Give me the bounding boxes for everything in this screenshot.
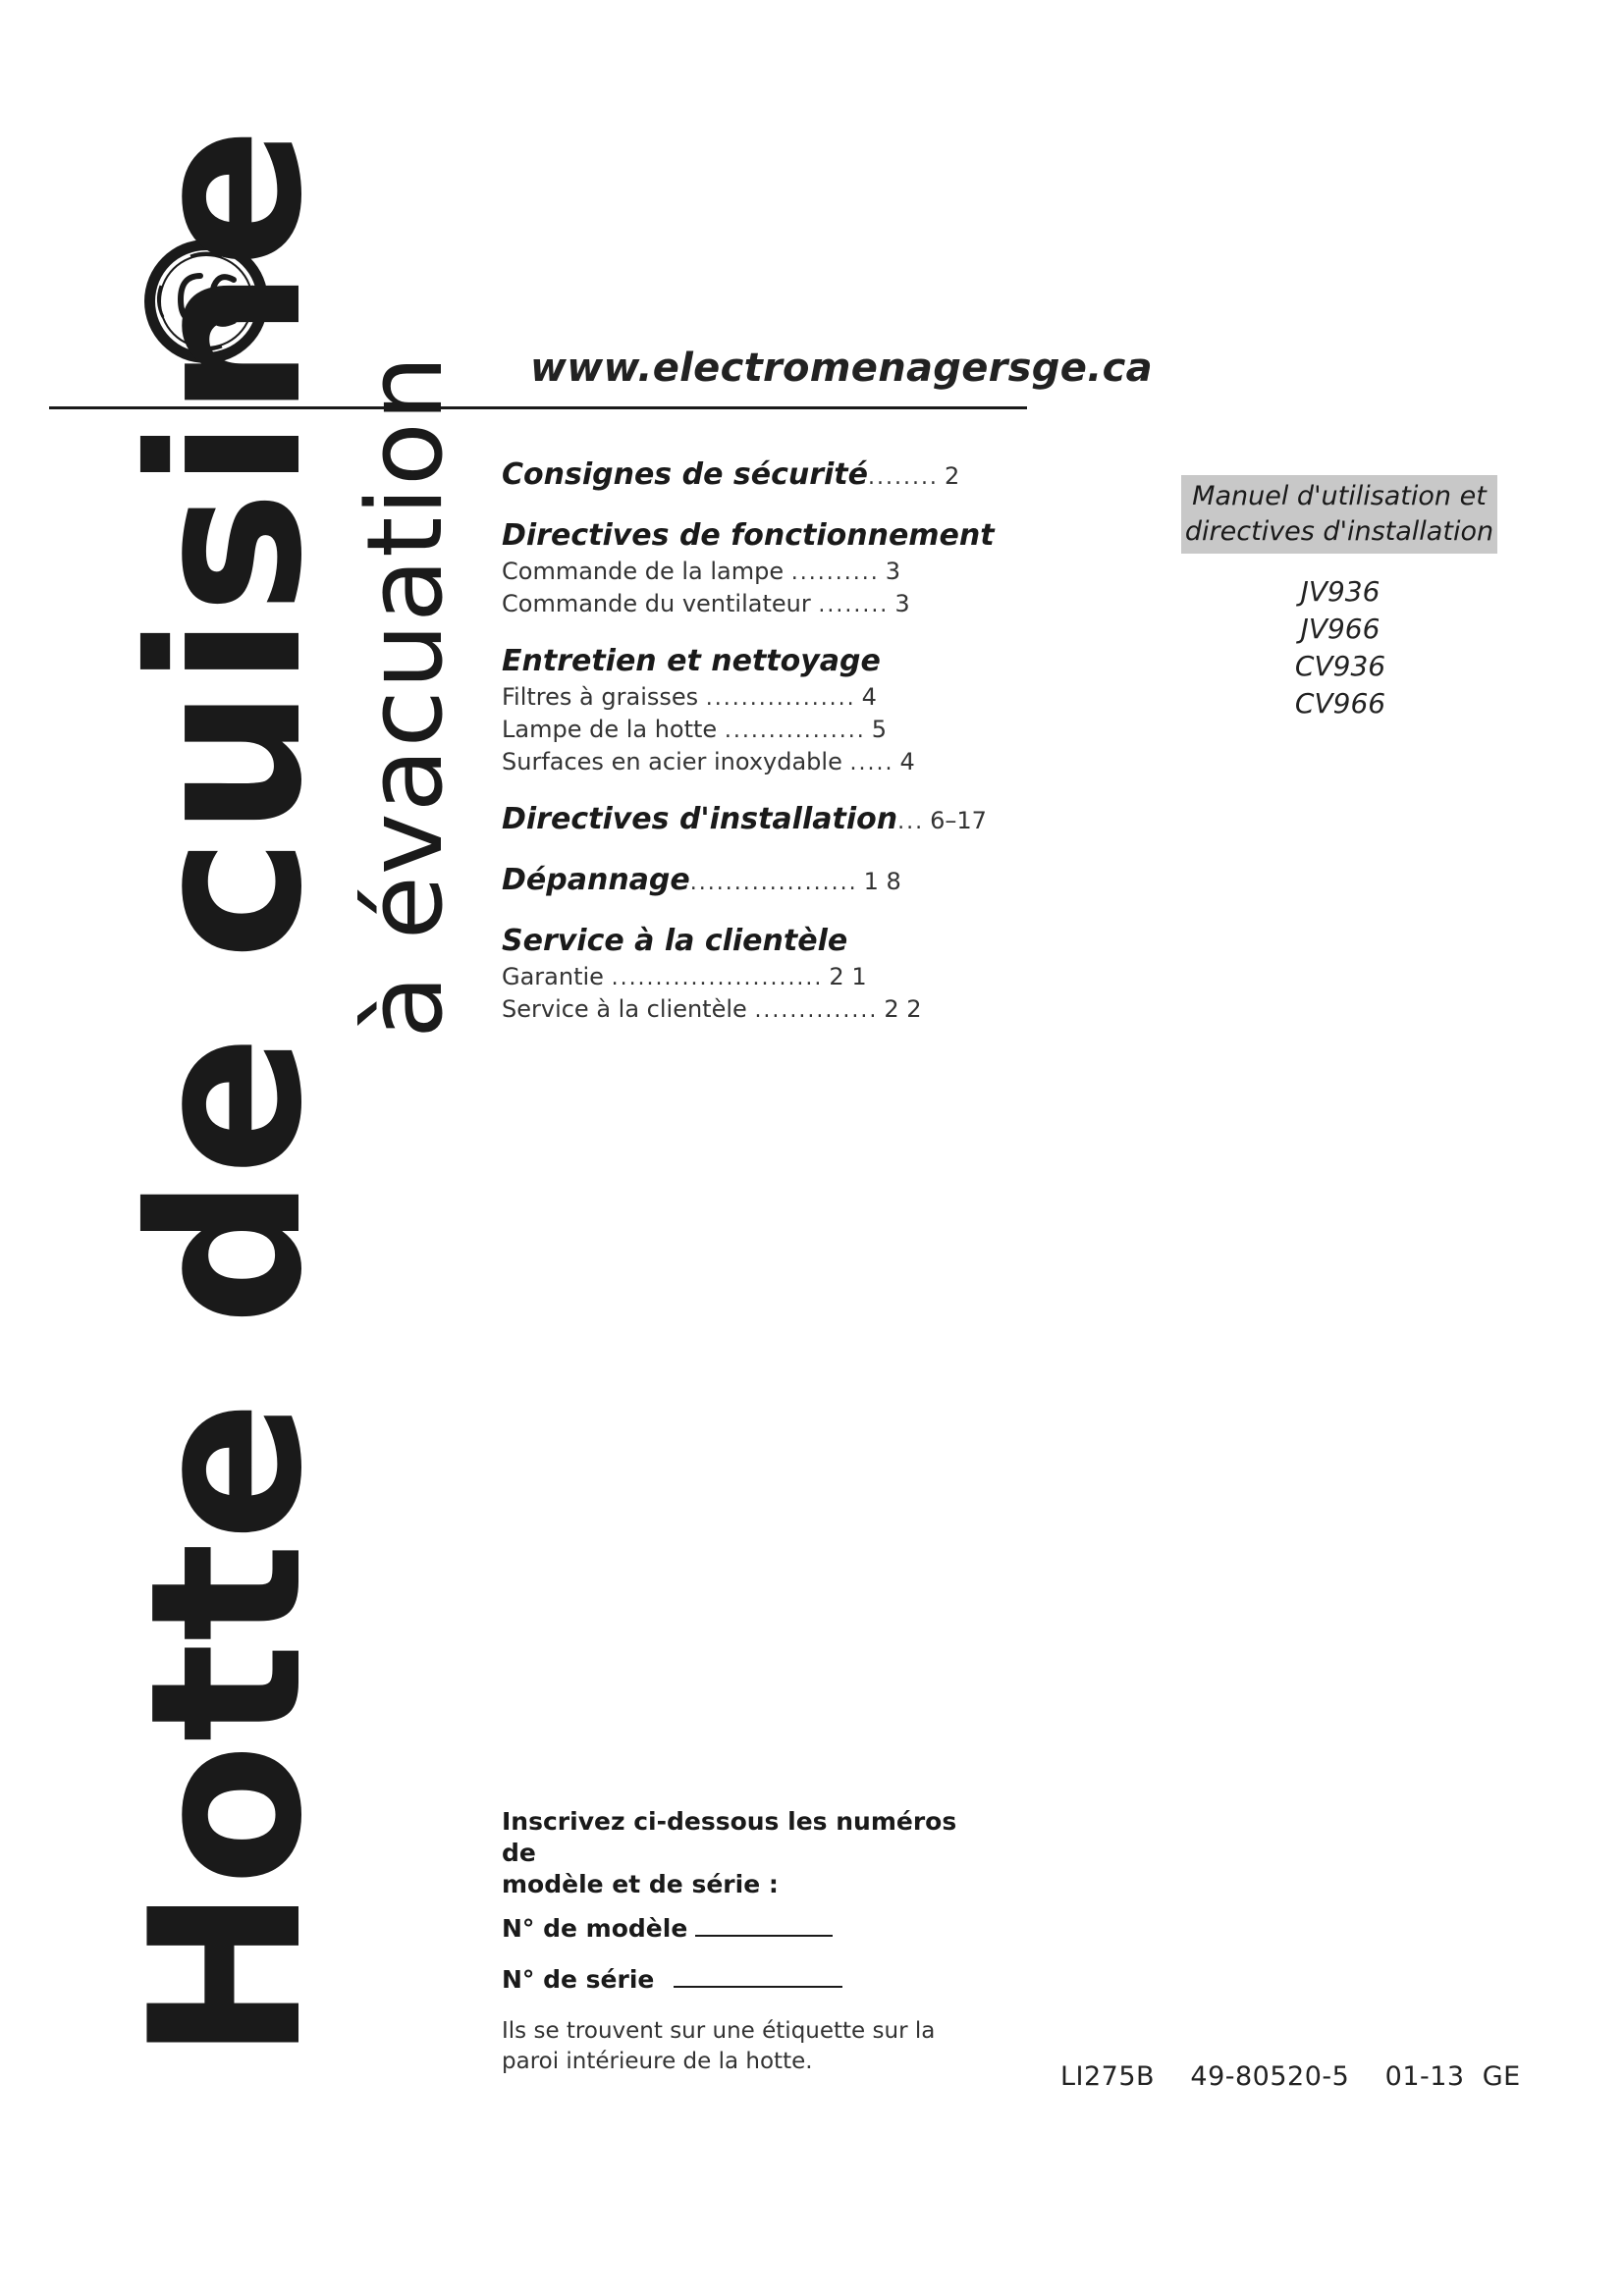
toc-heading: [502, 800, 1012, 839]
toc-section-safety: [502, 455, 1012, 495]
model-number-field: [502, 1906, 993, 1951]
toc-dots: ................: [724, 719, 866, 743]
toc-item-label: Commande de la lampe: [502, 558, 785, 585]
toc-item-label: Surfaces en acier inoxydable: [502, 748, 842, 775]
toc-page-number: 5: [871, 716, 888, 743]
toc-page-number: 6–17: [930, 807, 987, 834]
toc-item: [502, 556, 1012, 588]
record-instructions: [502, 1806, 993, 1900]
record-instructions-line: Inscrivez ci-dessous les numéros de: [502, 1807, 957, 1867]
toc-heading: Entretien et nettoyage: [502, 644, 881, 678]
toc-heading: Directives de fonctionnement: [502, 518, 995, 553]
toc-page-number: 4: [899, 748, 915, 775]
model-number: CV966: [1294, 687, 1386, 720]
toc-dots: ..........: [790, 561, 880, 585]
manual-type-badge: [1181, 475, 1497, 554]
toc-page-number: 3: [885, 558, 900, 585]
toc-dots: ...: [897, 810, 925, 834]
model-number-label: N° de modèle: [502, 1914, 688, 1943]
table-of-contents: [502, 455, 1012, 1047]
toc-item: [502, 993, 1012, 1026]
document-title: Hotte de cuisine: [105, 126, 348, 2061]
toc-page-number: 4: [861, 683, 877, 711]
toc-dots: .................: [705, 686, 856, 711]
toc-item: [502, 746, 1012, 778]
label-location-note-line: paroi intérieure de la hotte.: [502, 2049, 813, 2074]
toc-section-care: [502, 642, 1012, 778]
toc-item-label: Lampe de la hotte: [502, 716, 718, 743]
toc-page-number: 2 1: [829, 963, 867, 990]
toc-item: [502, 588, 1012, 620]
document-code: LI275B 49-80520-5 01-13 GE: [1060, 2061, 1521, 2092]
toc-heading-label: Consignes de sécurité: [502, 457, 868, 492]
toc-page-number: 2: [944, 462, 960, 490]
toc-heading: Service à la clientèle: [502, 924, 848, 958]
toc-item: [502, 681, 1012, 714]
toc-page-number: 2 2: [884, 995, 922, 1023]
toc-item: [502, 714, 1012, 746]
model-number-blank: [695, 1913, 833, 1937]
toc-heading: [502, 861, 1012, 900]
toc-dots: ..............: [754, 998, 879, 1023]
toc-section-installation: [502, 800, 1012, 839]
serial-number-blank: [674, 1964, 842, 1988]
label-location-note: [502, 2016, 993, 2077]
toc-dots: .....: [849, 751, 894, 775]
serial-number-label: N° de série: [502, 1965, 655, 1994]
toc-section-troubleshooting: [502, 861, 1012, 900]
serial-number-field: [502, 1957, 993, 2002]
model-number: JV936: [1300, 575, 1380, 608]
model-list: [1276, 573, 1404, 722]
toc-section-operation: [502, 516, 1012, 620]
label-location-note-line: Ils se trouvent sur une étiquette sur la: [502, 2018, 936, 2044]
document-subtitle: à évacuation: [345, 353, 465, 1039]
toc-heading: [502, 455, 1012, 495]
manual-type-line: directives d'installation: [1184, 516, 1494, 547]
toc-item-label: Commande du ventilateur: [502, 590, 811, 617]
toc-page-number: 1 8: [863, 868, 901, 895]
record-instructions-line: modèle et de série :: [502, 1870, 779, 1898]
toc-item: [502, 961, 1012, 993]
toc-item-label: Service à la clientèle: [502, 995, 747, 1023]
record-numbers-block: [502, 1806, 993, 2077]
model-number: JV966: [1300, 613, 1380, 645]
toc-section-customer-service: [502, 922, 1012, 1026]
toc-heading-label: Directives d'installation: [502, 802, 898, 836]
model-number: CV936: [1294, 650, 1386, 682]
toc-dots: ...................: [689, 871, 858, 895]
toc-item-label: Filtres à graisses: [502, 683, 699, 711]
manual-type-line: Manuel d'utilisation et: [1192, 481, 1487, 511]
toc-item-label: Garantie: [502, 963, 604, 990]
toc-dots: ........: [818, 593, 890, 617]
toc-dots: ........................: [611, 966, 824, 990]
toc-heading-label: Dépannage: [502, 863, 690, 897]
toc-page-number: 3: [894, 590, 910, 617]
website-url[interactable]: www.electromenagersge.ca: [530, 346, 1153, 391]
toc-dots: ........: [867, 465, 939, 490]
